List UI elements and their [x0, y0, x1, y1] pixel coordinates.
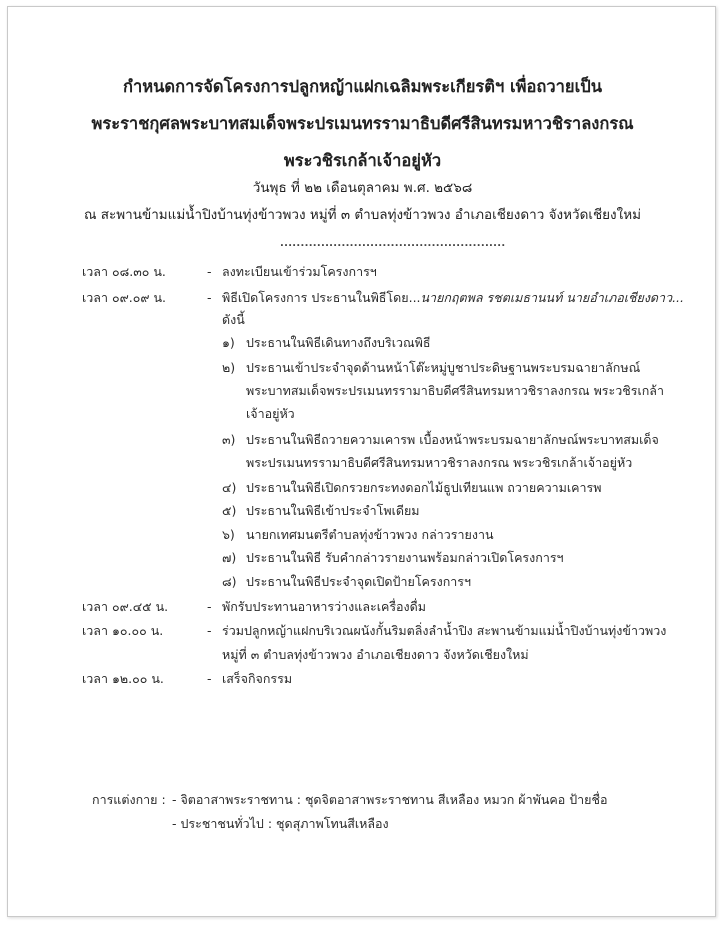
step-text: ประธานในพิธีเดินทางถึงบริเวณพิธี	[246, 335, 431, 350]
schedule-dash: -	[207, 623, 212, 638]
schedule-text-cont: ดังนี้	[222, 312, 245, 327]
step-text: ประธานในพิธี รับคำกล่าวรายงานพร้อมกล่าวเปิดโครงการฯ	[246, 550, 564, 565]
schedule-dash: -	[207, 264, 212, 279]
step-number: ๘)	[222, 574, 237, 589]
ceremony-intro: พิธีเปิดโครงการ ประธานในพิธีโดย...	[222, 290, 421, 305]
step-number: ๖)	[222, 527, 235, 542]
presiding-official: นายกฤตพล รชตเมธานนท์ นายอำเภอเชียงดาว...	[420, 290, 685, 305]
step-text-cont: พระปรเมนทรรามาธิบดีศรีสินทรมหาวชิราลงกรณ พระวชิรเกล้าเจ้าอยู่หัว	[246, 455, 633, 470]
schedule-dash: -	[207, 599, 212, 614]
schedule-time: เวลา ๐๙.๐๙ น.	[82, 290, 166, 305]
step-text-cont: เจ้าอยู่หัว	[246, 406, 295, 421]
schedule-text: ร่วมปลูกหญ้าแฝกบริเวณผนังกั้นริมตลิ่งลำน้ำปิง สะพานข้ามแม่น้ำปิงบ้านทุ่งข้าวพวง	[222, 623, 667, 638]
schedule-time: เวลา ๑๒.๐๐ น.	[82, 671, 164, 686]
step-number: ๕)	[222, 503, 237, 518]
separator: .......................................................	[280, 238, 506, 249]
dress-code-volunteer: - จิตอาสาพระราชทาน : ชุดจิตอาสาพระราชทาน สีเหลือง หมวก ผ้าพันคอ ป้ายชื่อ	[172, 792, 608, 807]
event-date: วันพุธ ที่ ๒๒ เดือนตุลาคม พ.ศ. ๒๕๖๘	[252, 180, 473, 196]
schedule-time: เวลา ๐๘.๓๐ น.	[82, 264, 166, 279]
title-line-2: พระราชกุศลพระบาทสมเด็จพระปรเมนทรรามาธิบดีศรีสินทรมหาวชิราลงกรณ	[91, 114, 634, 133]
step-number: ๔)	[222, 480, 237, 495]
step-text: ประธานในพิธีเปิดกรวยกระทงดอกไม้ธูปเทียนแพ ถวายความเคารพ	[246, 480, 602, 495]
event-location: ณ สะพานข้ามแม่น้ำปิงบ้านทุ่งข้าวพวง หมู่ที่ ๓ ตำบลทุ่งข้าวพวง อำเภอเชียงดาว จังหวัดเชียงใหม่	[83, 207, 642, 223]
step-number: ๑)	[222, 335, 235, 350]
step-text: ประธานในพิธีถวายความเคารพ เบื้องหน้าพระบรมฉายาลักษณ์พระบาทสมเด็จ	[246, 432, 659, 447]
schedule-text: ลงทะเบียนเข้าร่วมโครงการฯ	[222, 264, 377, 279]
schedule-text-cont: หมู่ที่ ๓ ตำบลทุ่งข้าวพวง อำเภอเชียงดาว จังหวัดเชียงใหม่	[222, 647, 529, 662]
dress-code-public: - ประชาชนทั่วไป : ชุดสุภาพโทนสีเหลือง	[172, 816, 389, 831]
schedule-dash: -	[207, 290, 212, 305]
step-number: ๒)	[222, 360, 236, 375]
step-text-cont: พระบาทสมเด็จพระปรเมนทรรามาธิบดีศรีสินทรมหาวชิราลงกรณ พระวชิรเกล้า	[246, 383, 664, 398]
schedule-time: เวลา ๑๐.๐๐ น.	[82, 623, 164, 638]
step-text: นายกเทศมนตรีตำบลทุ่งข้าวพวง กล่าวรายงาน	[246, 527, 494, 542]
schedule-text: เสร็จกิจกรรม	[222, 671, 293, 686]
step-number: ๓)	[222, 432, 236, 447]
step-number: ๗)	[222, 550, 237, 565]
schedule-text: พักรับประทานอาหารว่างและเครื่องดื่ม	[222, 599, 427, 614]
step-text: ประธานเข้าประจำจุดด้านหน้าโต๊ะหมู่บูชาประดิษฐานพระบรมฉายาลักษณ์	[246, 360, 641, 375]
schedule-time: เวลา ๐๙.๔๕ น.	[82, 599, 169, 614]
step-text: ประธานในพิธีเข้าประจำโพเดียม	[246, 503, 420, 518]
title-line-3: พระวชิรเกล้าเจ้าอยู่หัว	[283, 151, 442, 170]
title-line-1: กำหนดการจัดโครงการปลูกหญ้าแฝกเฉลิมพระเกียรติฯ เพื่อถวายเป็น	[123, 77, 602, 96]
dress-code-label: การแต่งกาย :	[92, 792, 166, 807]
schedule-dash: -	[207, 671, 212, 686]
schedule-text	[222, 287, 684, 309]
step-text: ประธานในพิธีประจำจุดเปิดป้ายโครงการฯ	[246, 574, 472, 589]
